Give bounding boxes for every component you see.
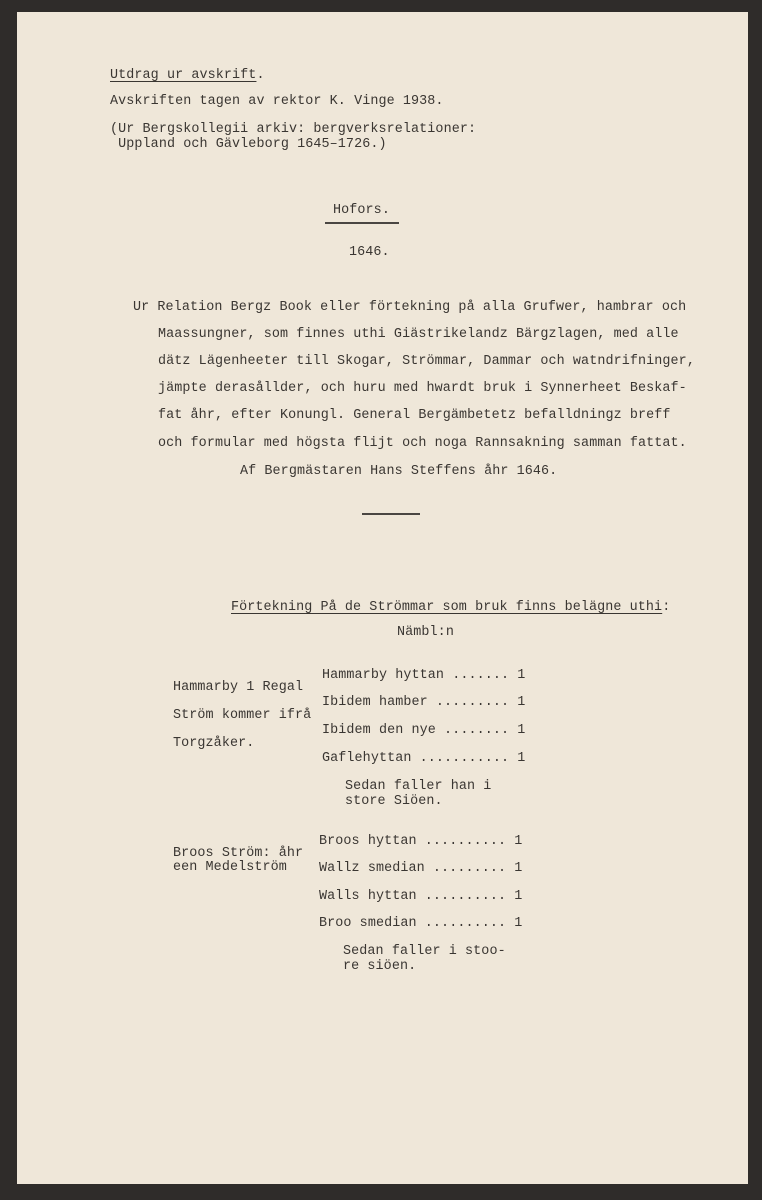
leader-dots: ........ xyxy=(444,723,510,738)
document-page xyxy=(17,12,748,1184)
section-divider xyxy=(362,513,420,515)
item-name: Walls hyttan xyxy=(319,889,417,904)
stream-description-line: een Medelström xyxy=(173,860,287,875)
header-title-text: Utdrag ur avskrift xyxy=(110,68,257,83)
item-count: 1 xyxy=(514,834,523,849)
list-item xyxy=(319,834,522,850)
list-title-text: Förtekning På de Strömmar som bruk finns belägne uthi xyxy=(231,600,663,615)
leader-dots: ....... xyxy=(452,668,510,683)
leader-dots: .......... xyxy=(424,889,507,904)
header-source-line-2: Uppland och Gävleborg 1645–1726.) xyxy=(110,137,387,152)
relation-line-3: dätz Lägenheeter till Skogar, Strömmar, Dammar och watndrifninger, xyxy=(158,354,695,369)
header-source-line-1: (Ur Bergskollegii arkiv: bergverksrelationer: xyxy=(110,122,477,137)
leader-dots: .......... xyxy=(424,834,507,849)
item-count: 1 xyxy=(517,668,526,683)
list-item xyxy=(322,668,525,684)
column-header-count: Nämbl:n xyxy=(397,625,454,640)
stream-description-line: Ström kommer ifrå xyxy=(173,708,312,723)
place-heading: Hofors. xyxy=(333,203,390,218)
item-name: Broos hyttan xyxy=(319,834,417,849)
item-count: 1 xyxy=(514,916,523,931)
item-name: Gaflehyttan xyxy=(322,751,412,766)
relation-line-5: fat åhr, efter Konungl. General Bergämbetetz befalldningz breff xyxy=(158,408,671,423)
list-title xyxy=(231,600,670,616)
item-count: 1 xyxy=(517,723,526,738)
list-title-colon: : xyxy=(662,600,671,615)
leader-dots: ........... xyxy=(419,751,510,766)
relation-line-2: Maassungner, som finnes uthi Giästrikelandz Bärgzlagen, med alle xyxy=(158,327,679,342)
flow-note-line: Sedan faller han i xyxy=(345,779,492,794)
list-item xyxy=(322,751,525,767)
relation-line-4: jämpte derasållder, och huru med hwardt bruk i Synnerheet Beskaf- xyxy=(158,381,687,396)
leader-dots: ......... xyxy=(435,695,510,710)
item-name: Broo smedian xyxy=(319,916,417,931)
leader-dots: ......... xyxy=(432,861,507,876)
item-count: 1 xyxy=(517,751,526,766)
year-heading: 1646. xyxy=(349,245,390,260)
item-count: 1 xyxy=(514,889,523,904)
item-count: 1 xyxy=(514,861,523,876)
list-item xyxy=(322,695,525,711)
list-item xyxy=(322,723,525,739)
item-count: 1 xyxy=(517,695,526,710)
list-item xyxy=(319,861,522,877)
stream-description-line: Hammarby 1 Regal xyxy=(173,680,304,695)
stream-description-line: Torgzåker. xyxy=(173,736,255,751)
relation-signature: Af Bergmästaren Hans Steffens åhr 1646. xyxy=(240,464,558,479)
relation-line-6: och formular med högsta flijt och noga Rannsakning samman fattat. xyxy=(158,436,687,451)
list-item xyxy=(319,916,522,932)
list-item xyxy=(319,889,522,905)
flow-note-line: re siöen. xyxy=(343,959,417,974)
leader-dots: .......... xyxy=(424,916,507,931)
item-name: Ibidem den nye xyxy=(322,723,436,738)
flow-note-line: store Siöen. xyxy=(345,794,443,809)
header-title-period: . xyxy=(256,68,265,83)
item-name: Hammarby hyttan xyxy=(322,668,445,683)
relation-line-1: Ur Relation Bergz Book eller förtekning på alla Grufwer, hambrar och xyxy=(133,300,687,315)
stream-description-line: Broos Ström: åhr xyxy=(173,846,304,861)
header-title xyxy=(110,68,265,84)
header-transcriber-line: Avskriften tagen av rektor K. Vinge 1938. xyxy=(110,94,444,109)
item-name: Ibidem hamber xyxy=(322,695,428,710)
item-name: Wallz smedian xyxy=(319,861,425,876)
place-heading-rule xyxy=(325,222,399,224)
flow-note-line: Sedan faller i stoo- xyxy=(343,944,506,959)
